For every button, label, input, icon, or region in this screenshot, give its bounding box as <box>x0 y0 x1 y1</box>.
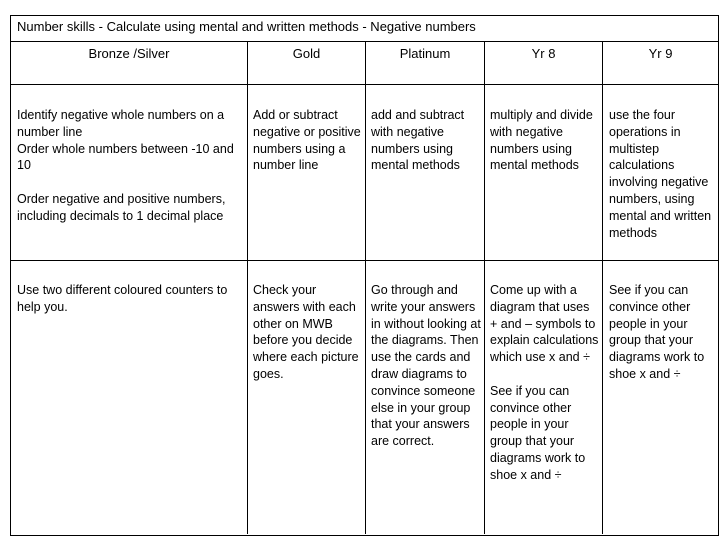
header-platinum: Platinum <box>399 46 451 61</box>
header-yr8: Yr 8 <box>531 46 556 61</box>
skills-table <box>10 15 719 536</box>
header-yr9: Yr 9 <box>648 46 673 61</box>
row-divider <box>11 260 718 261</box>
task-yr8: Come up with a diagram that uses + and – symbols to explain calculations which use x and ÷ See if you can convince other people in your group that your diagrams work to shoe x and ÷ <box>490 283 599 482</box>
header-bronze-silver: Bronze /Silver <box>88 46 170 61</box>
objective-yr8: multiply and divide with negative numbers using mental methods <box>490 108 593 173</box>
header-gold: Gold <box>292 46 321 61</box>
task-gold: Check your answers with each other on MWB before you decide where each picture goes. <box>253 283 359 381</box>
objective-bronze-silver: Identify negative whole numbers on a number line Order whole numbers between -10 and 10 Order negative and positive numbers, including decimals to 1 decimal place <box>17 108 234 223</box>
objective-yr9: use the four operations in multistep calculations involving negative numbers, using mental and written methods <box>609 108 712 240</box>
column-divider <box>365 42 366 534</box>
column-divider <box>484 42 485 534</box>
task-yr9: See if you can convince other people in your group that your diagrams work to shoe x and ÷ <box>609 283 705 381</box>
objective-platinum: add and subtract with negative numbers using mental methods <box>371 108 465 173</box>
column-divider <box>602 42 603 534</box>
table-title: Number skills - Calculate using mental and written methods - Negative numbers <box>11 16 718 42</box>
objective-gold: Add or subtract negative or positive numbers using a number line <box>253 108 361 173</box>
task-platinum: Go through and write your answers in without looking at the diagrams. Then use the cards and draw diagrams to convince someone else in your group that your answers are correct. <box>371 283 481 449</box>
row-divider <box>11 84 718 85</box>
column-divider <box>247 42 248 534</box>
task-bronze-silver: Use two different coloured counters to help you. <box>17 283 228 314</box>
